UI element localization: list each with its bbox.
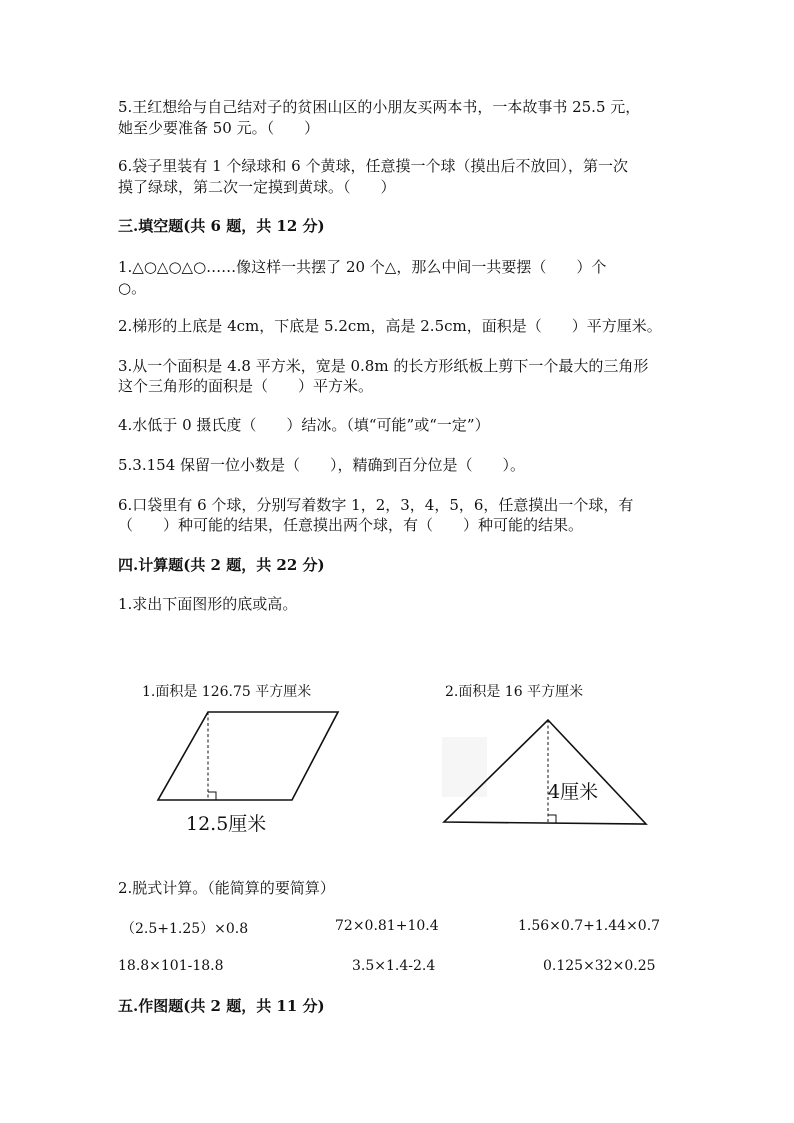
section-3-heading: 三.填空题(共 6 题，共 12 分): [118, 217, 325, 235]
calc-expression-4: 18.8×101-18.8: [118, 958, 224, 974]
calc-expression-3: 1.56×0.7+1.44×0.7: [518, 918, 661, 934]
section-4-heading: 四.计算题(共 2 题，共 22 分): [118, 556, 325, 574]
triangle-height-label: 4厘米: [548, 781, 599, 803]
section-5-heading: 五.作图题(共 2 题，共 11 分): [118, 997, 325, 1015]
calc-expression-2: 72×0.81+10.4: [335, 918, 439, 934]
calc-question-1: 1.求出下面图形的底或高。: [118, 595, 298, 613]
question-6-line-1: 6.袋子里装有 1 个绿球和 6 个黄球，任意摸一个球（摸出后不放回），第一次: [118, 157, 628, 175]
triangle-figure: [432, 712, 657, 832]
figure-1-caption: 1.面积是 126.75 平方厘米: [142, 684, 312, 700]
fill-question-6-line-2: （ ）种可能的结果，任意摸出两个球，有（ ）种可能的结果。: [118, 516, 584, 534]
fill-question-3-line-1: 3.从一个面积是 4.8 平方米，宽是 0.8m 的长方形纸板上剪下一个最大的三角形: [118, 357, 649, 375]
fill-question-1-line-2: ○。: [118, 279, 147, 297]
calc-expression-1: （2.5+1.25）×0.8: [121, 921, 249, 937]
fill-question-1-line-1: 1.△○△○△○……像这样一共摆了 20 个△，那么中间一共要摆（ ）个: [118, 258, 607, 276]
calc-question-2: 2.脱式计算。（能简算的要简算）: [118, 879, 335, 897]
fill-question-6-line-1: 6.口袋里有 6 个球，分别写着数字 1，2，3，4，5，6，任意摸出一个球，有: [118, 496, 634, 514]
question-5-line-2: 她至少要准备 50 元。（ ）: [118, 119, 320, 137]
fill-question-4: 4.水低于 0 摄氏度（ ）结冰。（填“可能”或“一定”）: [118, 416, 490, 434]
question-6-line-2: 摸了绿球，第二次一定摸到黄球。（ ）: [118, 178, 396, 196]
parallelogram-figure: [150, 702, 350, 837]
parallelogram-base-label: 12.5厘米: [186, 813, 267, 835]
fill-question-3-line-2: 这个三角形的面积是（ ）平方米。: [118, 377, 374, 395]
fill-question-2: 2.梯形的上底是 4cm，下底是 5.2cm，高是 2.5cm，面积是（ ）平方厘米。: [118, 317, 662, 335]
calc-expression-6: 0.125×32×0.25: [543, 958, 656, 974]
figure-2-caption: 2.面积是 16 平方厘米: [445, 684, 584, 700]
fill-question-5: 5.3.154 保留一位小数是（ ），精确到百分位是（ ）。: [118, 456, 526, 474]
calc-expression-5: 3.5×1.4-2.4: [352, 958, 436, 974]
question-5-line-1: 5.王红想给与自己结对子的贫困山区的小朋友买两本书，一本故事书 25.5 元，: [118, 98, 641, 116]
